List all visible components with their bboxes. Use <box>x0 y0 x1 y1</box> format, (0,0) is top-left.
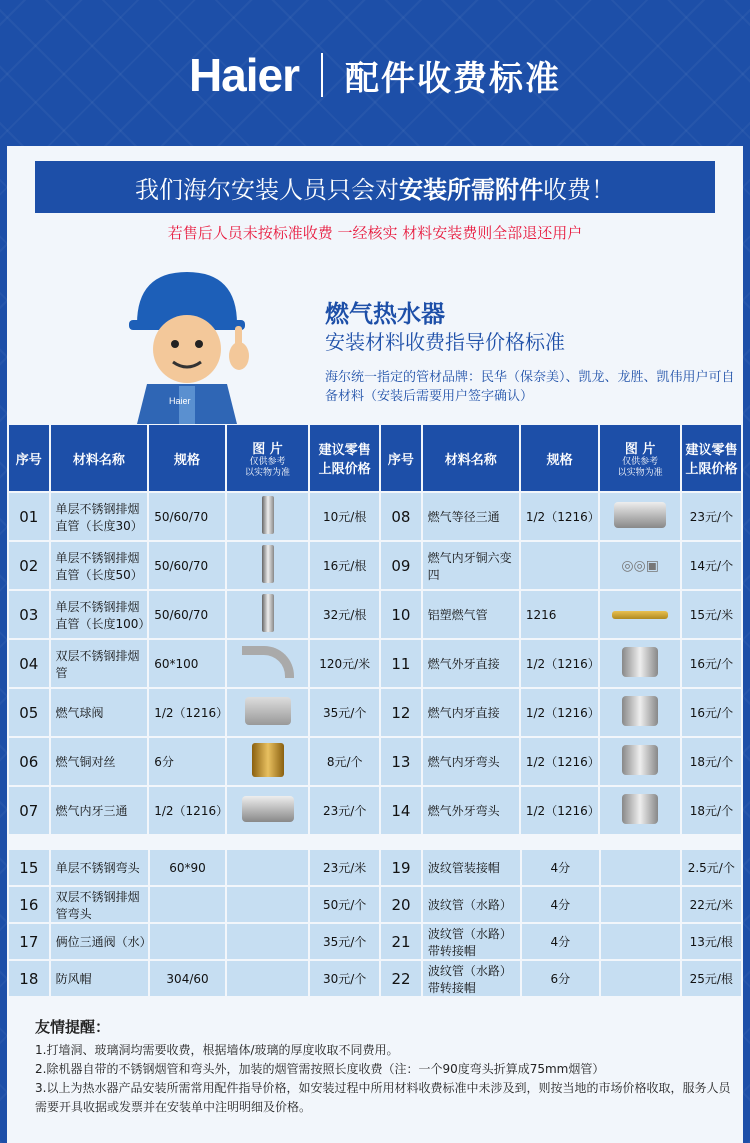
row-spec: 1/2（1216） <box>521 493 599 540</box>
row-name: 单层不锈钢排烟直管（长度30） <box>51 493 148 540</box>
row-spec: 1/2（1216） <box>149 787 225 834</box>
row-spec: 1/2（1216） <box>521 640 599 687</box>
left-row-valve-icon <box>245 697 291 725</box>
header-img-right <box>600 425 679 491</box>
info-note: 海尔统一指定的管材品牌：民华（保奈美）、凯龙、龙胜、凯伟用户可自备材料（安装后需要用户签字确认） <box>325 370 735 404</box>
right-row-fit-icon <box>622 696 658 726</box>
left-row-elbow-icon <box>242 646 294 678</box>
left-row-img-cell <box>227 542 308 589</box>
row-no: 17 <box>9 924 49 959</box>
header-img-label-right: 图 片 <box>624 441 656 457</box>
left-row-tee-icon <box>242 796 294 822</box>
right-row-img-cell <box>600 542 679 589</box>
header-price2-right: 上限价格 <box>685 462 738 477</box>
row-spec <box>150 924 225 959</box>
row-price: 25元/根 <box>682 961 741 996</box>
row-spec: 304/60 <box>150 961 225 996</box>
header-spec: 规格 <box>149 425 225 491</box>
left-row-pipe-icon <box>262 545 274 583</box>
header-no: 序号 <box>9 425 49 491</box>
note-item: 1.打墙洞、玻璃洞均需要收费，根据墙体/玻璃的厚度收取不同费用。 <box>35 1043 399 1057</box>
row-name: 燃气内牙直接 <box>423 689 519 736</box>
header-img-label: 图 片 <box>252 441 283 457</box>
header-name: 材料名称 <box>51 425 148 491</box>
row-name: 波纹管（水路）带转接帽 <box>423 924 520 959</box>
row-price: 15元/米 <box>682 591 741 638</box>
table-row <box>9 689 741 736</box>
row-spec: 4分 <box>522 887 599 922</box>
price-table-extra <box>7 848 743 998</box>
row-price: 120元/米 <box>310 640 379 687</box>
row-no: 15 <box>9 850 49 885</box>
table-row <box>9 787 741 834</box>
info-title: 燃气热水器 <box>325 300 445 328</box>
row-no: 14 <box>381 787 421 834</box>
row-empty <box>601 887 680 922</box>
header-img-note2-right: 以实物为准 <box>617 467 663 478</box>
row-name: 俩位三通阀（水） <box>51 924 148 959</box>
row-name: 单层不锈钢弯头 <box>51 850 148 885</box>
row-no: 03 <box>9 591 49 638</box>
header-spec-right: 规格 <box>521 425 599 491</box>
row-no: 11 <box>381 640 421 687</box>
banner-bold: 安装所需附件 <box>399 175 543 204</box>
header-price1-right: 建议零售 <box>685 443 738 458</box>
row-no: 13 <box>381 738 421 785</box>
row-price: 14元/个 <box>682 542 741 589</box>
row-spec: 4分 <box>522 924 599 959</box>
row-name: 双层不锈钢排烟管 <box>51 640 148 687</box>
header-price <box>310 425 379 491</box>
row-price: 8元/个 <box>310 738 379 785</box>
row-price: 35元/个 <box>310 689 379 736</box>
haier-logo: Haier <box>188 49 300 101</box>
row-spec: 1/2（1216） <box>521 738 599 785</box>
right-row-fit-icon <box>622 794 658 824</box>
row-price: 16元/个 <box>682 640 741 687</box>
row-no: 04 <box>9 640 49 687</box>
header <box>0 0 750 150</box>
table-row <box>9 887 741 922</box>
header-price2: 上限价格 <box>318 462 371 477</box>
row-spec: 50/60/70 <box>149 591 225 638</box>
row-price: 30元/个 <box>310 961 379 996</box>
header-no-right: 序号 <box>381 425 421 491</box>
row-price: 16元/根 <box>310 542 379 589</box>
row-price: 23元/个 <box>310 787 379 834</box>
right-row-img-cell <box>600 591 679 638</box>
row-no: 20 <box>381 887 421 922</box>
row-price: 22元/米 <box>682 887 741 922</box>
row-name: 铝塑燃气管 <box>423 591 519 638</box>
table-row <box>9 738 741 785</box>
row-no: 05 <box>9 689 49 736</box>
row-empty <box>601 850 680 885</box>
worker-illustration <box>117 264 257 424</box>
right-row-img-cell <box>600 493 679 540</box>
right-row-fit-icon <box>622 745 658 775</box>
row-empty <box>227 961 308 996</box>
left-row-img-cell <box>227 640 308 687</box>
row-name: 燃气铜对丝 <box>51 738 148 785</box>
row-no: 09 <box>381 542 421 589</box>
table-row <box>9 640 741 687</box>
row-price: 10元/根 <box>310 493 379 540</box>
table-row <box>9 961 741 996</box>
worker-badge: Haier <box>169 396 191 406</box>
row-name: 波纹管（水路）带转接帽 <box>423 961 520 996</box>
table-row <box>9 493 741 540</box>
table-row <box>9 924 741 959</box>
right-row-img-cell <box>600 640 679 687</box>
header-price1: 建议零售 <box>318 443 371 458</box>
row-spec: 6分 <box>149 738 225 785</box>
row-no: 01 <box>9 493 49 540</box>
row-price: 23元/个 <box>682 493 741 540</box>
right-row-img-cell <box>600 787 679 834</box>
row-empty <box>227 887 308 922</box>
header-price-right <box>682 425 741 491</box>
row-name: 防风帽 <box>51 961 148 996</box>
row-no: 18 <box>9 961 49 996</box>
right-row-tee-icon <box>614 502 666 528</box>
row-spec: 6分 <box>522 961 599 996</box>
row-empty <box>601 924 680 959</box>
row-price: 18元/个 <box>682 787 741 834</box>
row-spec: 1216 <box>521 591 599 638</box>
row-price: 23元/米 <box>310 850 379 885</box>
row-price: 32元/根 <box>310 591 379 638</box>
row-name: 燃气内牙铜六变四 <box>423 542 519 589</box>
page-title: 配件收费标准 <box>345 58 562 99</box>
row-spec: 50/60/70 <box>149 542 225 589</box>
row-name: 单层不锈钢排烟直管（长度50） <box>51 542 148 589</box>
table-header-row <box>9 425 741 491</box>
row-name: 双层不锈钢排烟管弯头 <box>51 887 148 922</box>
row-no: 08 <box>381 493 421 540</box>
row-spec: 60*90 <box>150 850 225 885</box>
left-row-img-cell <box>227 591 308 638</box>
row-empty <box>227 924 308 959</box>
left-row-img-cell <box>227 738 308 785</box>
row-spec <box>150 887 225 922</box>
header-img <box>227 425 308 491</box>
price-table <box>7 423 743 836</box>
notes-section <box>35 1018 735 1117</box>
left-row-img-cell <box>227 689 308 736</box>
header-img-note1-right: 仅供参考 <box>622 456 659 467</box>
banner-pre: 我们海尔安装人员只会对 <box>135 175 399 204</box>
row-price: 13元/根 <box>682 924 741 959</box>
row-name: 燃气内牙弯头 <box>423 738 519 785</box>
row-name: 燃气内牙三通 <box>51 787 148 834</box>
right-row-rings-icon: ◎◎▣ <box>621 557 660 574</box>
right-row-img-cell <box>600 689 679 736</box>
row-name: 波纹管（水路） <box>423 887 520 922</box>
banner-post: 收费！ <box>543 175 615 204</box>
row-price: 16元/个 <box>682 689 741 736</box>
row-spec: 1/2（1216） <box>149 689 225 736</box>
row-name: 燃气外牙弯头 <box>423 787 519 834</box>
row-no: 02 <box>9 542 49 589</box>
row-no: 22 <box>381 961 421 996</box>
row-price: 2.5元/个 <box>682 850 741 885</box>
left-row-pipe-icon <box>262 496 274 534</box>
row-spec: 1/2（1216） <box>521 689 599 736</box>
left-row-img-cell <box>227 787 308 834</box>
header-name-right: 材料名称 <box>423 425 519 491</box>
row-spec: 4分 <box>522 850 599 885</box>
row-no: 06 <box>9 738 49 785</box>
header-img-note1: 仅供参考 <box>249 456 286 467</box>
notes-title: 友情提醒： <box>35 1018 111 1036</box>
row-spec: 50/60/70 <box>149 493 225 540</box>
row-price: 50元/个 <box>310 887 379 922</box>
info-subtitle: 安装材料收费指导价格标准 <box>325 330 565 354</box>
left-row-pipe-icon <box>262 594 274 632</box>
row-empty <box>227 850 308 885</box>
row-no: 10 <box>381 591 421 638</box>
banner <box>35 161 715 213</box>
row-name: 波纹管装接帽 <box>423 850 520 885</box>
row-spec: 60*100 <box>149 640 225 687</box>
right-row-fit-icon <box>622 647 658 677</box>
row-name: 燃气等径三通 <box>423 493 519 540</box>
left-row-img-cell <box>227 493 308 540</box>
row-no: 07 <box>9 787 49 834</box>
content-card <box>7 146 743 1143</box>
row-spec: 1/2（1216） <box>521 787 599 834</box>
table-row <box>9 591 741 638</box>
row-name: 燃气外牙直接 <box>423 640 519 687</box>
row-spec <box>521 542 599 589</box>
left-row-brass-icon <box>252 743 284 777</box>
note-item: 3.以上为热水器产品安装所需常用配件指导价格，如安装过程中所用材料收费标准中未涉及到，则按当地的市场价格收取，服务人员需要开具收据或发票并在安装单中注明明细及价格。 <box>35 1081 731 1114</box>
row-no: 19 <box>381 850 421 885</box>
row-name: 单层不锈钢排烟直管（长度100） <box>51 591 148 638</box>
row-name: 燃气球阀 <box>51 689 148 736</box>
row-no: 21 <box>381 924 421 959</box>
right-row-img-cell <box>600 738 679 785</box>
header-divider <box>321 53 323 97</box>
header-img-note2: 以实物为准 <box>245 467 291 478</box>
right-row-gold-bar-icon <box>612 611 668 619</box>
row-price: 18元/个 <box>682 738 741 785</box>
row-price: 35元/个 <box>310 924 379 959</box>
row-empty <box>601 961 680 996</box>
row-no: 16 <box>9 887 49 922</box>
table-row <box>9 542 741 589</box>
note-item: 2.除机器自带的不锈钢烟管和弯头外，加装的烟管需按照长度收费（注：一个90度弯头折算成75mm烟管） <box>35 1062 605 1076</box>
warning-text: 若售后人员未按标准收费 一经核实 材料安装费则全部退还用户 <box>167 224 583 242</box>
table-row <box>9 850 741 885</box>
row-no: 12 <box>381 689 421 736</box>
